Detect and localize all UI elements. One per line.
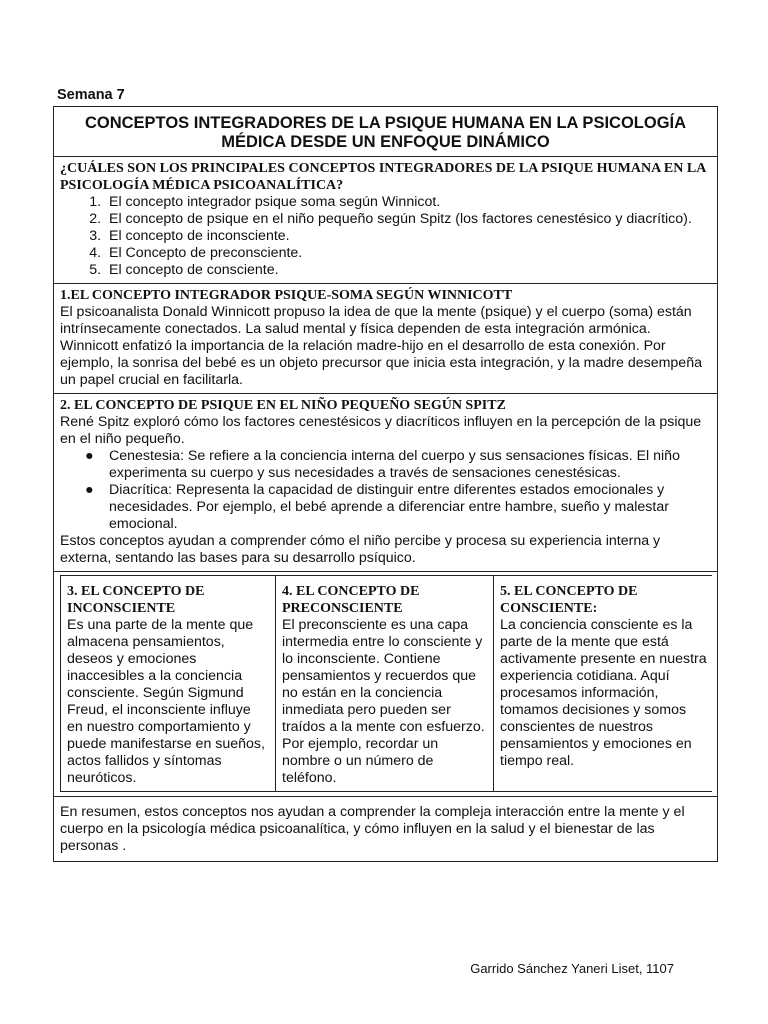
concept-consciente [494, 576, 713, 792]
section-winnicott-heading: 1.EL CONCEPTO INTEGRADOR PSIQUE-SOMA SEGÚN WINNICOTT [60, 288, 513, 303]
section-spitz-outro: Estos conceptos ayudan a comprender cómo el niño percibe y procesa su experiencia interna y externa, sentando las bases para su desarrollo psíquico. [60, 533, 661, 566]
bullet-text: Cenestesia: Se refiere a la conciencia interna del cuerpo y sus sensaciones físicas. El niño experimenta su cuerpo y sus necesidades a través de sensaciones cenestésicas. [109, 448, 680, 481]
concept-heading: 4. EL CONCEPTO DE PRECONSCIENTE [282, 584, 420, 616]
bullet-text: Diacrítica: Representa la capacidad de distinguir entre diferentes estados emocionales y necesidades. Por ejemplo, el bebé aprende a diferenciar entre hambre, sueño y malestar emocional. [109, 482, 669, 532]
question-item: 4. El Concepto de preconsciente. [105, 245, 712, 262]
spitz-bullets [60, 448, 712, 533]
section-spitz-intro: René Spitz exploró cómo los factores cenestésicos y diacríticos influyen en la percepción de la psique en el niño pequeño. [60, 414, 702, 447]
bullet-icon: ● [85, 448, 94, 464]
bullet-item [85, 448, 712, 482]
concept-body: El preconsciente es una capa intermedia entre lo consciente y lo inconsciente. Contiene pensamientos y recuerdos que no están en la conciencia inmediata pero pueden ser traídos a la mente con esfuerzo. Por ejemplo, recordar un nombre o un número de teléfono. [282, 617, 485, 786]
question-item: 5. El concepto de consciente. [105, 262, 712, 279]
section-winnicott [54, 284, 718, 394]
concepts-grid [60, 575, 712, 792]
questions-list [60, 194, 712, 279]
concept-body: La conciencia consciente es la parte de la mente que está activamente presente en nuestra experiencia cotidiana. Aquí procesamos información, tomamos decisiones y somos conscientes de nuestros pensamientos y emociones en tiempo real. [500, 617, 707, 769]
concept-body: Es una parte de la mente que almacena pensamientos, deseos y emociones inaccesibles a la conciencia consciente. Según Sigmund Freud, el inconsciente influye en nuestro comportamiento y puede manifestarse en sueños, actos fallidos y síntomas neuróticos. [67, 617, 265, 786]
author-footer: Garrido Sánchez Yaneri Liset, 1107 [470, 961, 674, 976]
document-table [53, 106, 718, 862]
section-spitz [54, 394, 718, 572]
document-title: CONCEPTOS INTEGRADORES DE LA PSIQUE HUMANA EN LA PSICOLOGÍA MÉDICA DESDE UN ENFOQUE DINÁMICO [54, 107, 718, 157]
concept-inconsciente [61, 576, 276, 792]
bullet-icon: ● [85, 482, 94, 498]
question-item: 2. El concepto de psique en el niño pequeño según Spitz (los factores cenestésico y diacrítico). [105, 211, 712, 228]
bullet-item [85, 482, 712, 533]
concept-heading: 5. EL CONCEPTO DE CONSCIENTE: [500, 584, 638, 616]
summary-cell: En resumen, estos conceptos nos ayudan a comprender la compleja interacción entre la mente y el cuerpo en la psicología médica psicoanalítica, y cómo influyen en la salud y el bienestar de las personas . [54, 797, 718, 862]
concept-heading: 3. EL CONCEPTO DE INCONSCIENTE [67, 584, 205, 616]
week-label: Semana 7 [57, 87, 125, 103]
concept-preconsciente [276, 576, 494, 792]
section-spitz-heading: 2. EL CONCEPTO DE PSIQUE EN EL NIÑO PEQUEÑO SEGÚN SPITZ [60, 398, 506, 413]
question-item: 3. El concepto de inconsciente. [105, 228, 712, 245]
questions-cell [54, 157, 718, 284]
three-concepts-row [54, 572, 718, 797]
question-item: 1. El concepto integrador psique soma según Winnicot. [105, 194, 712, 211]
questions-heading: ¿CUÁLES SON LOS PRINCIPALES CONCEPTOS INTEGRADORES DE LA PSIQUE HUMANA EN LA PSICOLOGÍA MÉDICA PSICOANALÍTICA? [60, 161, 706, 193]
section-winnicott-body: El psicoanalista Donald Winnicott propuso la idea de que la mente (psique) y el cuerpo (soma) están intrínsecamente conectados. La salud mental y física dependen de esta integración armónica. Winnicott enfatizó la importancia de la relación madre-hijo en el desarrollo de esta conexión. Por ejemplo, la sonrisa del bebé es un objeto precursor que inicia esta integración, y la madre desempeña un papel crucial en facilitarla. [60, 304, 702, 388]
